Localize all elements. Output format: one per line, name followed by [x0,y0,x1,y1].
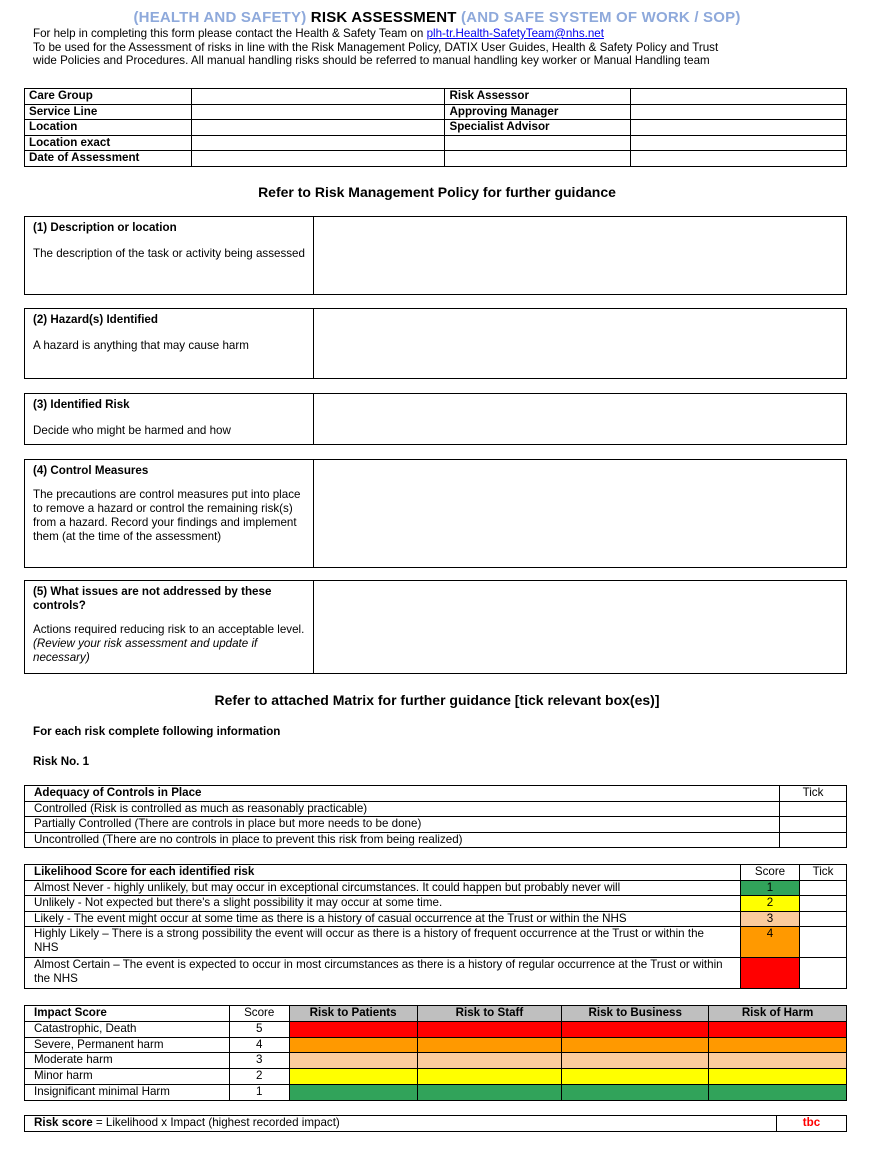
matrix-cell-staff[interactable] [417,1084,562,1100]
service-line-field[interactable] [191,104,445,120]
likelihood-score-cell: 2 [741,896,800,912]
likelihood-score-cell: 4 [741,927,800,958]
intro-text [33,27,718,68]
impact-score: 5 [229,1021,289,1037]
empty-cell [445,135,631,151]
section-heading: (1) Description or location [33,221,177,234]
help-text: For help in completing this form please contact the Health & Safety Team on [33,27,424,40]
risk-score-table [24,1115,847,1132]
empty-cell [445,151,631,167]
hazards-answer-field[interactable] [314,309,847,379]
identified-risk-answer-field[interactable] [314,394,847,445]
table-row [25,151,847,167]
date-of-assessment-field[interactable] [191,151,445,167]
table-row [25,1116,847,1132]
section-desc-italic: (Review your risk assessment and update if necessary) [33,637,258,664]
matrix-cell-business[interactable] [562,1053,709,1069]
section-description-text: A hazard is anything that may cause harm [33,339,249,352]
impact-level: Minor harm [25,1069,230,1085]
likelihood-option: Almost Certain – The event is expected to occur in most circumstances as there is a history of regular occurrence at the Trust or within the NHS [25,958,741,989]
impact-score: 2 [229,1069,289,1085]
each-risk-label: For each risk complete following information [33,725,281,738]
impact-level: Catastrophic, Death [25,1021,230,1037]
tick-box[interactable] [780,817,847,833]
impact-level: Severe, Permanent harm [25,1037,230,1053]
matrix-cell-patients[interactable] [289,1021,417,1037]
adequacy-table [24,785,847,848]
impact-level: Moderate harm [25,1053,230,1069]
section-heading: (5) What issues are not addressed by these controls? [33,585,272,612]
table-row [25,1037,847,1053]
matrix-heading: Refer to attached Matrix for further guidance [tick relevant box(es)] [214,692,660,708]
table-row [25,911,847,927]
title-prefix: (HEALTH AND SAFETY) [133,9,307,26]
tick-box[interactable] [800,896,847,912]
impact-score: 3 [229,1053,289,1069]
title-main: RISK ASSESSMENT [310,9,457,26]
impact-score: 4 [229,1037,289,1053]
table-row [25,896,847,912]
help-email-link[interactable]: plh-tr.Health-SafetyTeam@nhs.net [426,27,604,40]
table-row [25,1021,847,1037]
location-field[interactable] [191,120,445,136]
likelihood-score-cell: 5 [741,958,800,989]
matrix-cell-harm[interactable] [709,1037,847,1053]
care-group-label: Care Group [25,89,192,105]
likelihood-option: Almost Never - highly unlikely, but may occur in exceptional circumstances. It could happen but probably never will [25,880,741,896]
section-prompt [25,394,314,445]
matrix-cell-staff[interactable] [417,1021,562,1037]
location-label: Location [25,120,192,136]
matrix-cell-business[interactable] [562,1084,709,1100]
empty-cell [631,151,847,167]
risk-to-business-header: Risk to Business [562,1006,709,1022]
impact-table [24,1005,847,1101]
likelihood-option: Unlikely - Not expected but there's a slight possibility it may occur at some time. [25,896,741,912]
table-row [25,801,847,817]
section-heading: (2) Hazard(s) Identified [33,313,158,326]
score-header: Score [741,865,800,881]
risk-score-label: Risk score [34,1116,93,1129]
table-row [25,958,847,989]
section-heading: (3) Identified Risk [33,398,130,411]
matrix-cell-staff[interactable] [417,1053,562,1069]
table-row [25,1084,847,1100]
risk-assessor-field[interactable] [631,89,847,105]
table-row [25,394,847,445]
table-row [25,865,847,881]
date-of-assessment-label: Date of Assessment [25,151,192,167]
section-prompt [25,581,314,674]
table-row [25,832,847,848]
form-title [0,9,874,26]
matrix-cell-patients[interactable] [289,1069,417,1085]
tick-box[interactable] [800,911,847,927]
matrix-cell-staff[interactable] [417,1069,562,1085]
matrix-cell-harm[interactable] [709,1069,847,1085]
tick-box[interactable] [780,832,847,848]
impact-header: Impact Score [25,1006,230,1022]
score-header: Score [229,1006,289,1022]
description-answer-field[interactable] [314,217,847,295]
likelihood-score-cell: 1 [741,880,800,896]
likelihood-score-cell: 3 [741,911,800,927]
adequacy-option: Uncontrolled (There are no controls in place to prevent this risk from being realized) [25,832,780,848]
matrix-cell-harm[interactable] [709,1021,847,1037]
section-description-text: The precautions are control measures put into place to remove a hazard or control the remaining risk(s) from a hazard. Record your findings and implement them (at the time of the assessment) [33,488,301,543]
adequacy-option: Controlled (Risk is controlled as much as reasonably practicable) [25,801,780,817]
location-exact-field[interactable] [191,135,445,151]
adequacy-option: Partially Controlled (There are controls in place but more needs to be done) [25,817,780,833]
table-row [25,1006,847,1022]
table-row [25,120,847,136]
risk-number-label: Risk No. 1 [33,755,90,768]
section-desc-main: Actions required reducing risk to an acceptable level. [33,623,305,636]
usage-line-2: wide Policies and Procedures. All manual handling risks should be referred to manual handling key worker or Manual Handling team [33,54,710,68]
section-unaddressed-issues [24,580,847,674]
risk-score-formula [25,1116,777,1132]
matrix-cell-patients[interactable] [289,1053,417,1069]
risk-to-staff-header: Risk to Staff [417,1006,562,1022]
likelihood-option: Highly Likely – There is a strong possibility the event will occur as there is a history of frequent occurrence at the Trust or within the NHS [25,927,741,958]
tick-box[interactable] [800,880,847,896]
section-heading: (4) Control Measures [33,464,149,477]
policy-heading: Refer to Risk Management Policy for further guidance [258,184,616,200]
empty-cell [631,135,847,151]
control-measures-answer-field[interactable] [314,460,847,568]
matrix-cell-business[interactable] [562,1069,709,1085]
section-prompt [25,309,314,379]
section-prompt [25,460,314,568]
likelihood-header: Likelihood Score for each identified risk [25,865,741,881]
table-row [25,135,847,151]
location-exact-label: Location exact [25,135,192,151]
table-row [25,104,847,120]
table-row [25,1069,847,1085]
approving-manager-label: Approving Manager [445,104,631,120]
table-row [25,89,847,105]
section-description-text [33,623,307,665]
matrix-cell-business[interactable] [562,1021,709,1037]
table-row [25,880,847,896]
risk-score-formula-text: = Likelihood x Impact (highest recorded impact) [92,1116,340,1129]
impact-level: Insignificant minimal Harm [25,1084,230,1100]
service-line-label: Service Line [25,104,192,120]
usage-line-1: To be used for the Assessment of risks in line with the Risk Management Policy, DATIX User Guides, Health & Safety Policy and Trust [33,40,719,54]
approving-manager-field[interactable] [631,104,847,120]
impact-score: 1 [229,1084,289,1100]
matrix-cell-patients[interactable] [289,1037,417,1053]
risk-assessor-label: Risk Assessor [445,89,631,105]
likelihood-option: Likely - The event might occur at some time as there is a history of casual occurrence at the Trust or within the NHS [25,911,741,927]
likelihood-table [24,864,847,989]
unaddressed-issues-answer-field[interactable] [314,581,847,674]
assessment-info-table [24,88,847,167]
risk-to-patients-header: Risk to Patients [289,1006,417,1022]
matrix-cell-patients[interactable] [289,1084,417,1100]
section-prompt [25,217,314,295]
table-row [25,460,847,568]
tick-box[interactable] [800,958,847,989]
section-identified-risk [24,393,847,445]
table-row [25,581,847,674]
section-control-measures [24,459,847,568]
section-description-text: Decide who might be harmed and how [33,424,231,437]
table-row [25,217,847,295]
risk-score-value[interactable]: tbc [777,1116,847,1132]
specialist-advisor-label: Specialist Advisor [445,120,631,136]
table-row [25,1053,847,1069]
section-description-text: The description of the task or activity being assessed [33,247,305,260]
specialist-advisor-field[interactable] [631,120,847,136]
table-row [25,927,847,958]
tick-box[interactable] [800,927,847,958]
care-group-field[interactable] [191,89,445,105]
matrix-cell-harm[interactable] [709,1053,847,1069]
tick-header: Tick [780,786,847,802]
table-row [25,309,847,379]
adequacy-header: Adequacy of Controls in Place [25,786,780,802]
table-row [25,817,847,833]
section-hazards [24,308,847,379]
tick-box[interactable] [780,801,847,817]
matrix-cell-staff[interactable] [417,1037,562,1053]
matrix-cell-harm[interactable] [709,1084,847,1100]
risk-of-harm-header: Risk of Harm [709,1006,847,1022]
title-suffix: (AND SAFE SYSTEM OF WORK / SOP) [460,9,741,26]
matrix-cell-business[interactable] [562,1037,709,1053]
section-description [24,216,847,295]
tick-header: Tick [800,865,847,881]
table-row [25,786,847,802]
